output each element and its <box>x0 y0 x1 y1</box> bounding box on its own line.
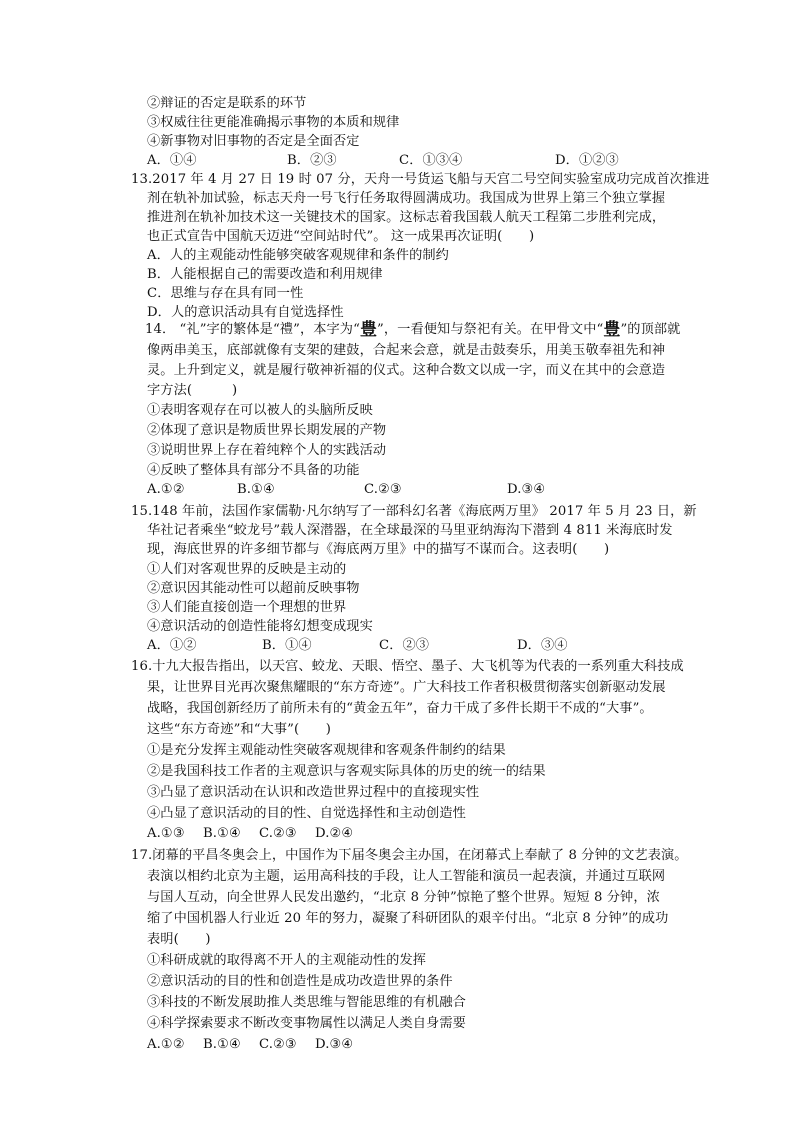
question-14-stem: 灵。上升到定义，就是履行敬神祈福的仪式。这种合数文以成一字，而义在其中的会意造 <box>147 363 666 378</box>
option-a: A．①② <box>147 638 197 653</box>
answer-options <box>147 1036 353 1054</box>
option-b: B．②③ <box>287 153 337 168</box>
statement-4: ④反映了整体具有部分不具备的功能 <box>147 463 360 478</box>
option-b: B.①④ <box>203 826 241 841</box>
option-d: D.③④ <box>315 1037 354 1052</box>
question-14-stem <box>145 321 680 339</box>
statement-1: ①表明客观存在可以被人的头脑所反映 <box>147 403 373 418</box>
option-b: B.①④ <box>203 1037 241 1052</box>
statement-4: ④凸显了意识活动的目的性、自觉选择性和主动创造性 <box>147 806 466 821</box>
option-a: A.①② <box>147 1037 185 1052</box>
question-16-stem: 果，让世界目光再次聚焦耀眼的“东方奇迹”。广大科技工作者积极贯彻落实创新驱动发展 <box>147 680 666 695</box>
option-b: B．①④ <box>262 638 312 653</box>
statement-2: ②意识因其能动性可以超前反映事物 <box>147 581 360 596</box>
question-13-stem: 剂在轨补加试验，标志天舟一号飞行任务取得圆满成功。我国成为世界上第三个独立掌握 <box>147 191 666 206</box>
answer-options <box>147 825 353 843</box>
option-b: B．人能根据自己的需要改造和利用规律 <box>147 267 383 282</box>
question-14-stem: 字方法( ) <box>147 383 238 398</box>
answer-options <box>147 481 545 499</box>
question-17-stem: 与国人互动，向全世界人民发出邀约，“北京 8 分钟”惊艳了整个世界。短短 8 分钟，浓 <box>147 890 660 905</box>
question-17-stem: 17.闭幕的平昌冬奥会上，中国作为下届冬奥会主办国，在闭幕式上奉献了 8 分钟的文艺表演。 <box>131 848 688 863</box>
answer-options <box>147 152 619 170</box>
option-c: C．②③ <box>379 638 430 653</box>
stem-text: 14． “礼”字的繁体是“禮”，本字为“ <box>145 322 360 337</box>
question-16-stem: 战略，我国创新经历了前所未有的“黄金五年”，奋力干成了多件长期干不成的“大事”。 <box>147 701 653 716</box>
option-c: C.②③ <box>364 482 402 497</box>
option-d: D．人的意识活动具有自觉选择性 <box>147 305 344 320</box>
question-17-stem: 表明( ) <box>147 932 211 947</box>
glyph-li-character: 豊 <box>603 320 621 340</box>
statement-2: ②辩证的否定是联系的环节 <box>147 96 307 111</box>
statement-3: ③凸显了意识活动在认识和改造世界过程中的直接现实性 <box>147 785 480 800</box>
glyph-li-character: 豊 <box>359 320 378 340</box>
stem-text: ”的顶部就 <box>620 322 681 337</box>
question-15-stem: 15.148 年前，法国作家儒勒·凡尔纳写了一部科幻名著《海底两万里》 2017 年 5 月 23 日，新 <box>131 504 697 519</box>
question-16-stem: 16.十九大报告指出，以天宫、蛟龙、天眼、悟空、墨子、大飞机等为代表的一系列重大科技成 <box>131 659 684 674</box>
question-13-stem: 推进剂在轨补加技术这一关键技术的国家。这标志着我国载人航天工程第二步胜利完成， <box>147 210 666 225</box>
statement-4: ④科学探索要求不断改变事物属性以满足人类自身需要 <box>147 1016 466 1031</box>
question-17-stem: 缩了中国机器人行业近 20 年的努力，凝聚了科研团队的艰辛付出。“北京 8 分钟”的成功 <box>147 911 669 926</box>
statement-2: ②是我国科技工作者的主观意识与客观实际具体的历史的统一的结果 <box>147 764 546 779</box>
statement-1: ①科研成就的取得离不开人的主观能动性的发挥 <box>147 953 427 968</box>
statement-3: ③科技的不断发展助推人类思维与智能思维的有机融合 <box>147 995 466 1010</box>
option-a: A.①③ <box>147 826 185 841</box>
statement-3: ③权威往往更能准确揭示事物的本质和规律 <box>147 115 400 130</box>
option-a: A.①② <box>147 482 185 497</box>
answer-options <box>147 637 568 655</box>
question-15-stem: 华社记者乘坐“蛟龙号”载人深潜器，在全球最深的马里亚纳海沟下潜到 4 811 米海底时发 <box>147 523 673 538</box>
statement-3: ③说明世界上存在着纯粹个人的实践活动 <box>147 443 387 458</box>
statement-2: ②体现了意识是物质世界长期发展的产物 <box>147 423 387 438</box>
option-c: C.②③ <box>259 826 297 841</box>
statement-1: ①人们对客观世界的反映是主动的 <box>147 562 347 577</box>
question-14-stem: 像两串美玉，底部就像有支架的建鼓，合起来会意，就是击鼓奏乐，用美玉敬奉祖先和神 <box>147 343 666 358</box>
statement-3: ③人们能直接创造一个理想的世界 <box>147 600 347 615</box>
question-13-stem: 也正式宣告中国航天迈进“空间站时代”。 这一成果再次证明( ) <box>147 229 535 244</box>
stem-text: ”，一看便知与祭祀有关。在甲骨文中“ <box>377 322 604 337</box>
statement-1: ①是充分发挥主观能动性突破客观规律和客观条件制约的结果 <box>147 743 506 758</box>
option-a: A．①④ <box>147 153 197 168</box>
option-c: C．①③④ <box>399 153 463 168</box>
question-13-stem: 13.2017 年 4 月 27 日 19 时 07 分，天舟一号货运飞船与天宫二号空间实验室成功完成首次推进 <box>131 172 710 187</box>
option-d: D．①②③ <box>555 153 619 168</box>
option-a: A．人的主观能动性能够突破客观规律和条件的制约 <box>147 248 449 263</box>
option-d: D．③④ <box>517 638 568 653</box>
option-c: C.②③ <box>259 1037 297 1052</box>
statement-4: ④意识活动的创造性能将幻想变成现实 <box>147 619 373 634</box>
question-16-stem: 这些“东方奇迹”和“大事”( ) <box>147 722 332 737</box>
statement-4: ④新事物对旧事物的否定是全面否定 <box>147 134 360 149</box>
option-d: D.③④ <box>507 482 546 497</box>
option-d: D.②④ <box>315 826 354 841</box>
question-17-stem: 表演以相约北京为主题，运用高科技的手段，让人工智能和演员一起表演，并通过互联网 <box>147 869 666 884</box>
option-b: B.①④ <box>237 482 275 497</box>
question-15-stem: 现，海底世界的许多细节都与《海底两万里》中的描写不谋而合。这表明( ) <box>147 542 610 557</box>
statement-2: ②意识活动的目的性和创造性是成功改造世界的条件 <box>147 974 453 989</box>
option-c: C．思维与存在具有同一性 <box>147 286 304 301</box>
